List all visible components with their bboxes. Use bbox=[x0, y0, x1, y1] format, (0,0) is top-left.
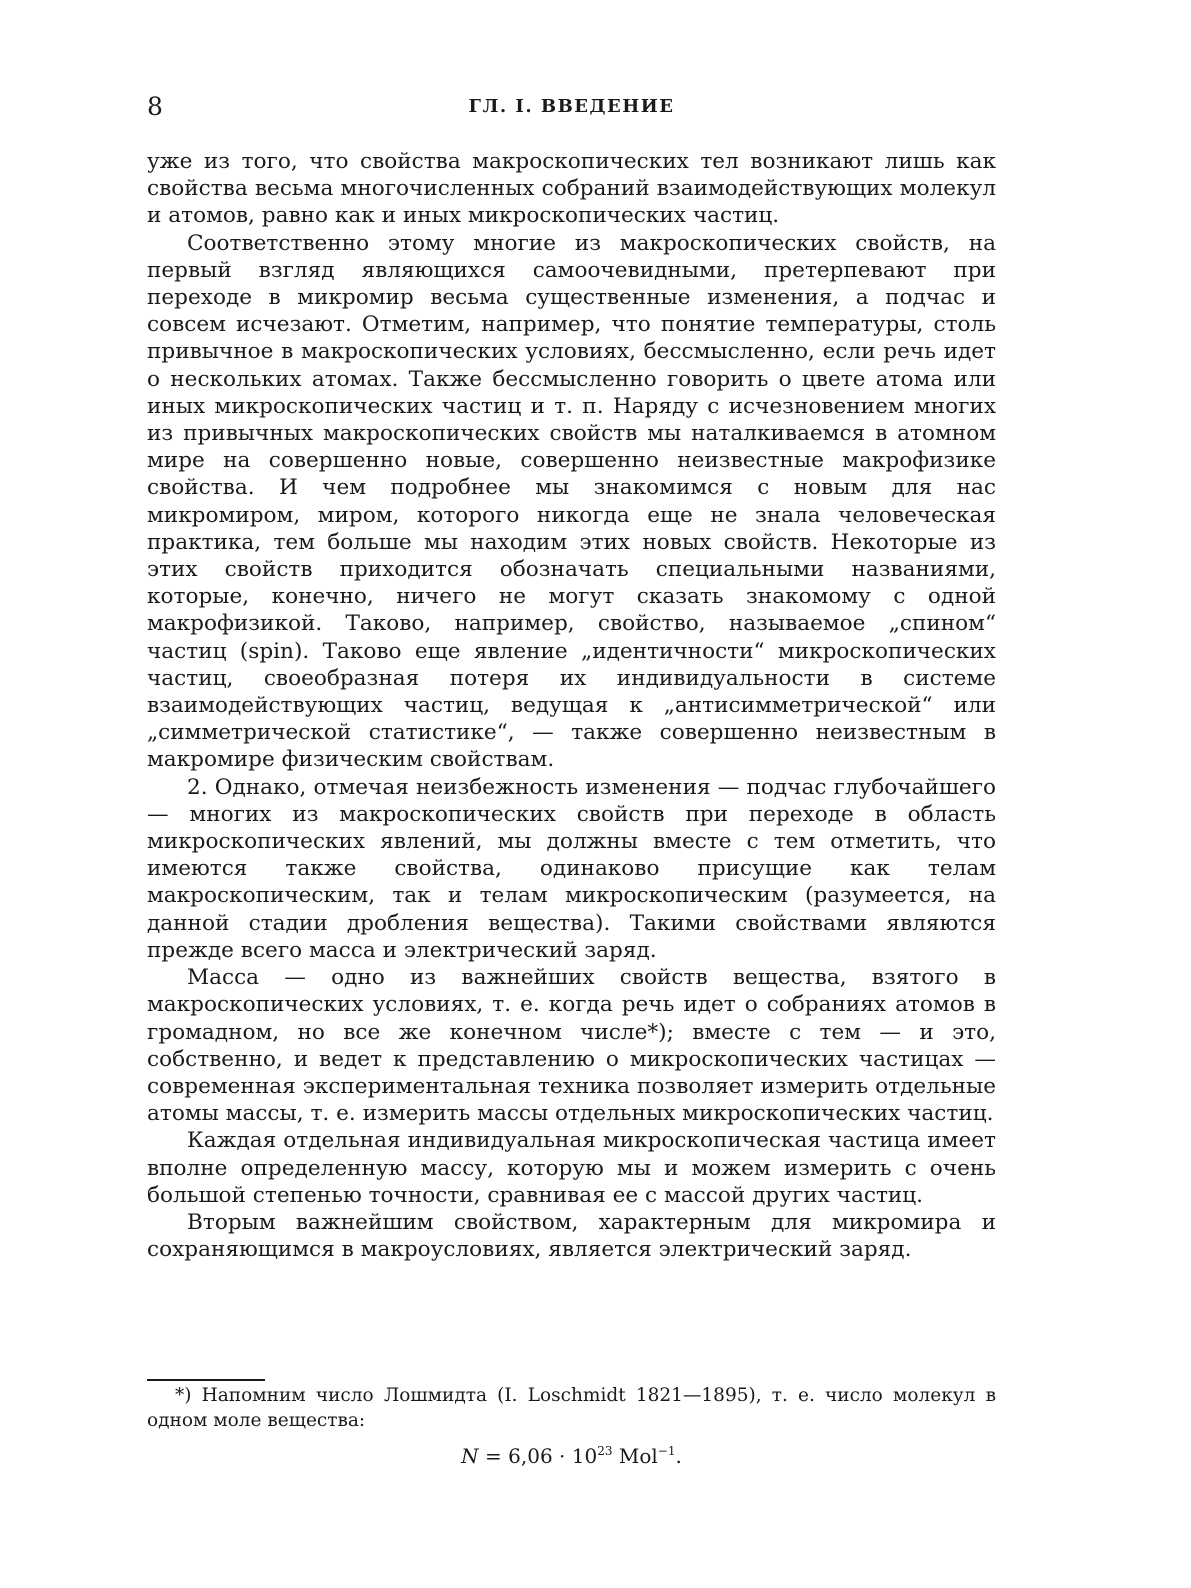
formula-value: = 6,06 · 10 bbox=[478, 1444, 598, 1468]
footnote-divider bbox=[147, 1379, 265, 1381]
formula-unit: Mol bbox=[612, 1444, 658, 1468]
paragraph: Соответственно этому многие из макроскопических свойств, на первый взгляд являющихся самоочевидными, претерпевают при переходе в микромир весьма существенные изменения, а подчас и совсем исчезают. Отметим, например, что понятие температуры, столь привычное в макроскопических условиях, бессмысленно, если речь идет о нескольких атомах. Также бессмысленно говорить о цвете атома или иных микроскопических частиц и т. п. Наряду с исчезновением многих из привычных макроскопических свойств мы наталкиваемся в атомном мире на совершенно новые, совершенно неизвестные макрофизике свойства. И чем подробнее мы знакомимся с новым для нас микромиром, миром, которого никогда еще не знала человеческая практика, тем больше мы находим этих новых свойств. Некоторые из этих свойств приходится обозначать специальными названиями, которые, конечно, ничего не могут сказать знакомому с одной макрофизикой. Таково, например, свойство, называемое „спином“ частиц (spin). Таково еще явление „идентичности“ микроскопических частиц, своеобразная потеря их индивидуальности в системе взаимодействующих частиц, ведущая к „антисимметрической“ или „симметрической статистике“, — также совершенно неизвестным в макромире физическим свойствам. bbox=[147, 230, 996, 773]
formula-unit-exponent: −1 bbox=[657, 1444, 676, 1458]
formula-exponent: 23 bbox=[597, 1444, 613, 1458]
main-text bbox=[147, 148, 996, 1263]
loschmidt-formula bbox=[147, 1443, 996, 1469]
page-number: 8 bbox=[147, 92, 163, 121]
formula-variable: N bbox=[461, 1444, 479, 1468]
formula-end: . bbox=[675, 1444, 682, 1468]
paragraph: 2. Однако, отмечая неизбежность изменения — подчас глубочайшего — многих из макроскопических свойств при переходе в область микроскопических явлений, мы должны вместе с тем отметить, что имеются также свойства, одинаково присущие как телам макроскопическим, так и телам микроскопическим (разумеется, на данной стадии дробления вещества). Такими свойствами являются прежде всего масса и электрический заряд. bbox=[147, 774, 996, 963]
paragraph: Масса — одно из важнейших свойств вещества, взятого в макроскопических условиях, т. е. когда речь идет о собраниях атомов в громадном, но все же конечном числе*); вместе с тем — и это, собственно, и ведет к представлению о микроскопических частицах — современная экспериментальная техника позволяет измерить отдельные атомы массы, т. е. измерить массы отдельных микроскопических частиц. bbox=[147, 965, 996, 1127]
paragraph: уже из того, что свойства макроскопических тел возникают лишь как свойства весьма многочисленных собраний взаимодействующих молекул и атомов, равно как и иных микроскопических частиц. bbox=[147, 149, 996, 229]
footnote bbox=[147, 1383, 996, 1433]
running-title: ГЛ. I. ВВЕДЕНИЕ bbox=[468, 96, 675, 117]
page-header bbox=[147, 92, 996, 124]
footnote-text: *) Напомним число Лошмидта (I. Loschmidt 1821—1895), т. е. число молекул в одном моле вещества: bbox=[147, 1385, 996, 1431]
paragraph: Вторым важнейшим свойством, характерным для микромира и сохраняющимся в макроусловиях, является электрический заряд. bbox=[147, 1209, 996, 1263]
paragraph: Каждая отдельная индивидуальная микроскопическая частица имеет вполне определенную массу, которую мы и можем измерить с очень большой степенью точности, сравнивая ее с массой других частиц. bbox=[147, 1128, 996, 1208]
